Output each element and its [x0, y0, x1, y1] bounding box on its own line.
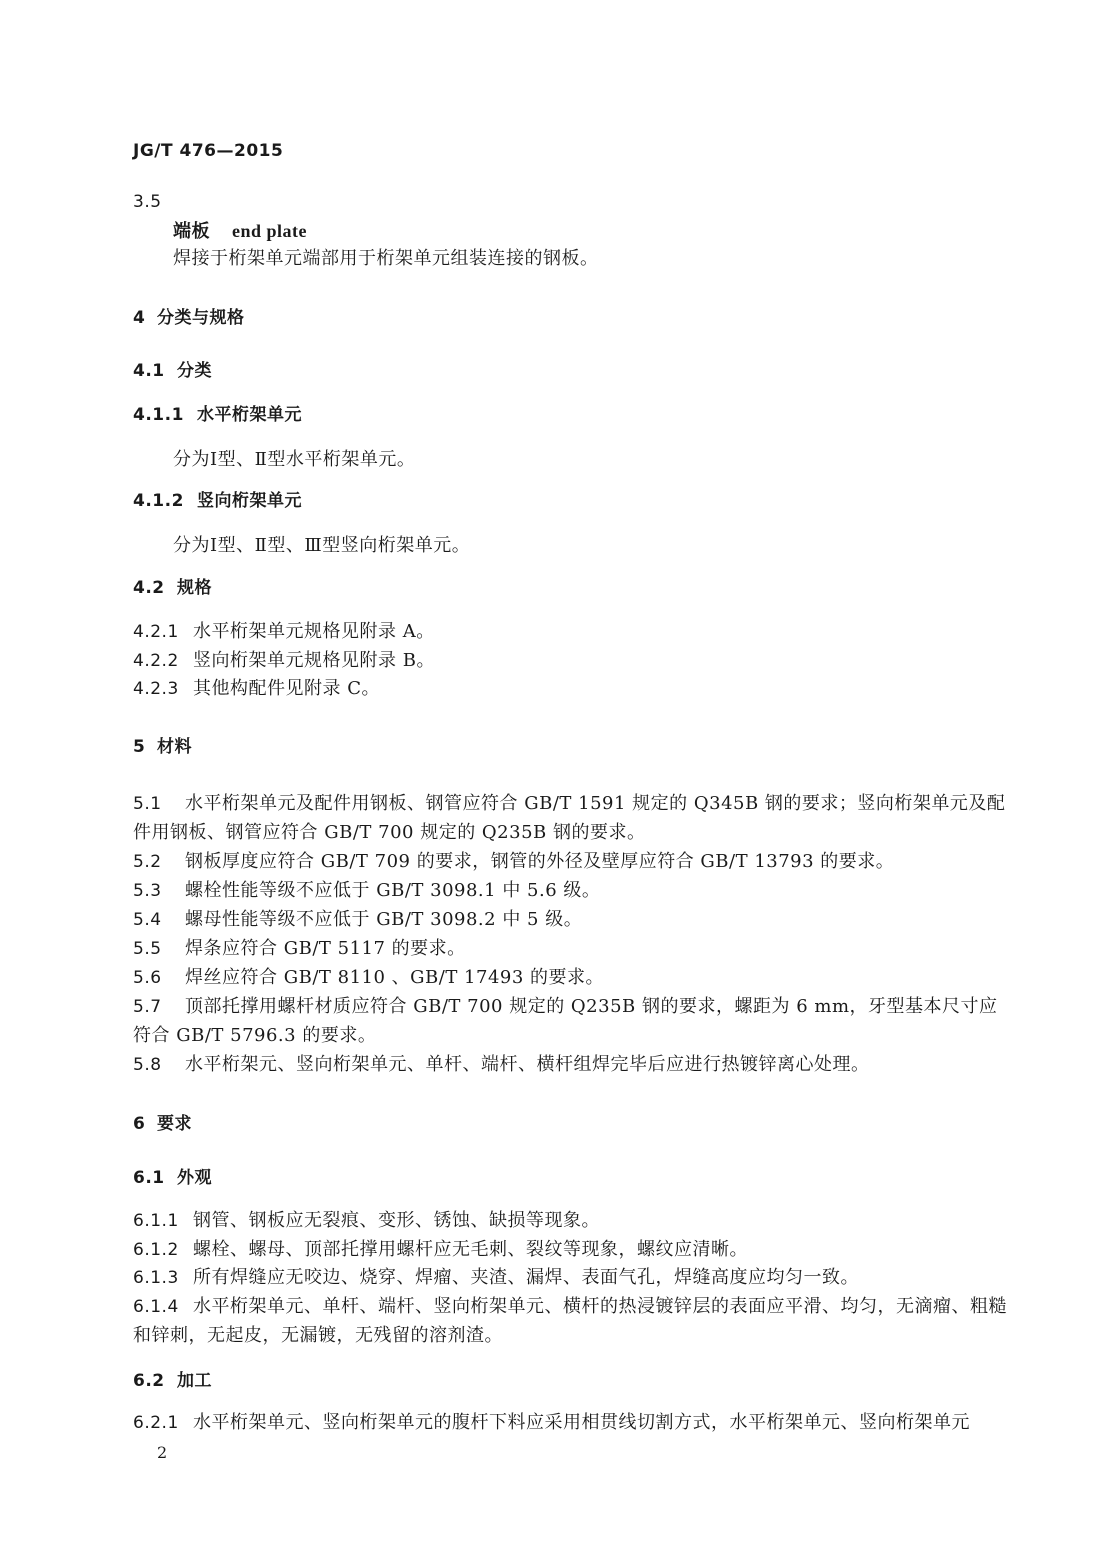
- subsection-number: 6.1: [133, 1168, 165, 1188]
- clause-number: 4.2.3: [133, 679, 179, 699]
- clause: [133, 1296, 1007, 1318]
- page-number: 2: [157, 1443, 168, 1462]
- clause: [133, 909, 582, 931]
- clause-number: 5.2: [133, 852, 162, 872]
- subsection-title: 规格: [177, 578, 212, 598]
- section-title: 材料: [157, 737, 192, 757]
- clause-number: 6.1.2: [133, 1240, 179, 1260]
- clause-text: 水平桁架单元及配件用钢板、钢管应符合 GB/T 1591 规定的 Q345B 钢的要求；竖向桁架单元及配: [185, 793, 1006, 814]
- section-number: 6: [133, 1114, 146, 1134]
- clause-text: 水平桁架单元、竖向桁架单元的腹杆下料应采用相贯线切割方式，水平桁架单元、竖向桁架单元: [193, 1412, 970, 1433]
- clause-number: 5.3: [133, 881, 162, 901]
- clause-number: 3.5: [133, 192, 162, 212]
- clause-number: 4.2.1: [133, 622, 179, 642]
- subsection-title: 外观: [177, 1168, 212, 1188]
- clause-number: 4.2.2: [133, 651, 179, 671]
- clause: [133, 1267, 859, 1289]
- section-number: 5: [133, 737, 146, 757]
- subsection-heading: [133, 577, 212, 599]
- clause-number: 5.7: [133, 997, 162, 1017]
- clause-continuation: 符合 GB/T 5796.3 的要求。: [133, 1025, 377, 1046]
- clause-number: 6.1.1: [133, 1211, 179, 1231]
- clause-text: 水平桁架元、竖向桁架单元、单杆、端杆、横杆组焊完毕后应进行热镀锌离心处理。: [185, 1054, 870, 1075]
- subsection-heading: [133, 490, 302, 512]
- clause: [133, 938, 466, 960]
- subsection-heading: [133, 1370, 212, 1392]
- clause-number: 6.1.4: [133, 1297, 179, 1317]
- clause-number: 6.1.3: [133, 1268, 179, 1288]
- clause: [133, 967, 604, 989]
- subsection-heading: [133, 1167, 212, 1189]
- subsection-number: 6.2: [133, 1371, 165, 1391]
- clause-text: 竖向桁架单元规格见附录 B。: [193, 650, 435, 671]
- clause: [133, 1210, 600, 1232]
- section-title: 分类与规格: [157, 308, 245, 328]
- clause-text: 焊丝应符合 GB/T 8110 、GB/T 17493 的要求。: [185, 967, 605, 988]
- clause-text: 焊条应符合 GB/T 5117 的要求。: [185, 938, 466, 959]
- section-number: 4: [133, 308, 146, 328]
- clause: [133, 851, 894, 873]
- clause-number: 5.1: [133, 794, 162, 814]
- clause-text: 水平桁架单元、单杆、端杆、竖向桁架单元、横杆的热浸镀锌层的表面应平滑、均匀，无滴瘤、粗糙: [193, 1296, 1007, 1317]
- clause-text: 钢管、钢板应无裂痕、变形、锈蚀、缺损等现象。: [193, 1210, 600, 1231]
- subsection-heading: [133, 404, 302, 426]
- clause-continuation: 件用钢板、钢管应符合 GB/T 700 规定的 Q235B 钢的要求。: [133, 822, 646, 843]
- clause: [133, 650, 435, 672]
- subsection-number: 4.1.2: [133, 491, 184, 511]
- paragraph: 分为Ⅰ型、Ⅱ型、Ⅲ型竖向桁架单元。: [173, 535, 471, 556]
- clause: [133, 621, 435, 643]
- clause: [133, 1054, 870, 1076]
- document-id: JG/T 476—2015: [133, 141, 284, 161]
- subsection-number: 4.1: [133, 361, 165, 381]
- term-definition: 焊接于桁架单元端部用于桁架单元组装连接的钢板。: [173, 248, 599, 269]
- clause-text: 螺栓性能等级不应低于 GB/T 3098.1 中 5.6 级。: [185, 880, 601, 901]
- clause-text: 钢板厚度应符合 GB/T 709 的要求，钢管的外径及壁厚应符合 GB/T 13793 的要求。: [185, 851, 895, 872]
- subsection-heading: [133, 360, 212, 382]
- clause: [133, 1239, 748, 1261]
- clause-text: 其他构配件见附录 C。: [193, 678, 380, 699]
- section-heading: [133, 307, 245, 329]
- clause-text: 螺母性能等级不应低于 GB/T 3098.2 中 5 级。: [185, 909, 583, 930]
- clause-text: 所有焊缝应无咬边、烧穿、焊瘤、夹渣、漏焊、表面气孔，焊缝高度应均匀一致。: [193, 1267, 859, 1288]
- clause-number: 5.8: [133, 1055, 162, 1075]
- term-chinese: 端板: [173, 221, 210, 242]
- subsection-number: 4.1.1: [133, 405, 184, 425]
- clause-number: 6.2.1: [133, 1413, 179, 1433]
- clause: [133, 793, 1005, 815]
- clause: [133, 678, 380, 700]
- subsection-title: 水平桁架单元: [197, 405, 302, 425]
- clause: [133, 880, 600, 902]
- clause: [133, 996, 998, 1018]
- term-english: end plate: [232, 221, 308, 241]
- clause-text: 螺栓、螺母、顶部托撑用螺杆应无毛刺、裂纹等现象，螺纹应清晰。: [193, 1239, 748, 1260]
- term-entry: [173, 220, 307, 243]
- subsection-title: 分类: [177, 361, 212, 381]
- clause: [133, 1412, 970, 1434]
- paragraph: 分为Ⅰ型、Ⅱ型水平桁架单元。: [173, 449, 416, 470]
- subsection-number: 4.2: [133, 578, 165, 598]
- clause-number: 5.6: [133, 968, 162, 988]
- section-heading: [133, 736, 192, 758]
- section-title: 要求: [157, 1114, 192, 1134]
- subsection-title: 加工: [177, 1371, 212, 1391]
- section-heading: [133, 1113, 192, 1135]
- clause-number: 5.4: [133, 910, 162, 930]
- clause-text: 顶部托撑用螺杆材质应符合 GB/T 700 规定的 Q235B 钢的要求，螺距为 6 mm，牙型基本尺寸应: [185, 996, 998, 1017]
- subsection-title: 竖向桁架单元: [197, 491, 302, 511]
- clause-number: 5.5: [133, 939, 162, 959]
- clause-continuation: 和锌刺，无起皮，无漏镀，无残留的溶剂渣。: [133, 1325, 503, 1346]
- clause-text: 水平桁架单元规格见附录 A。: [193, 621, 435, 642]
